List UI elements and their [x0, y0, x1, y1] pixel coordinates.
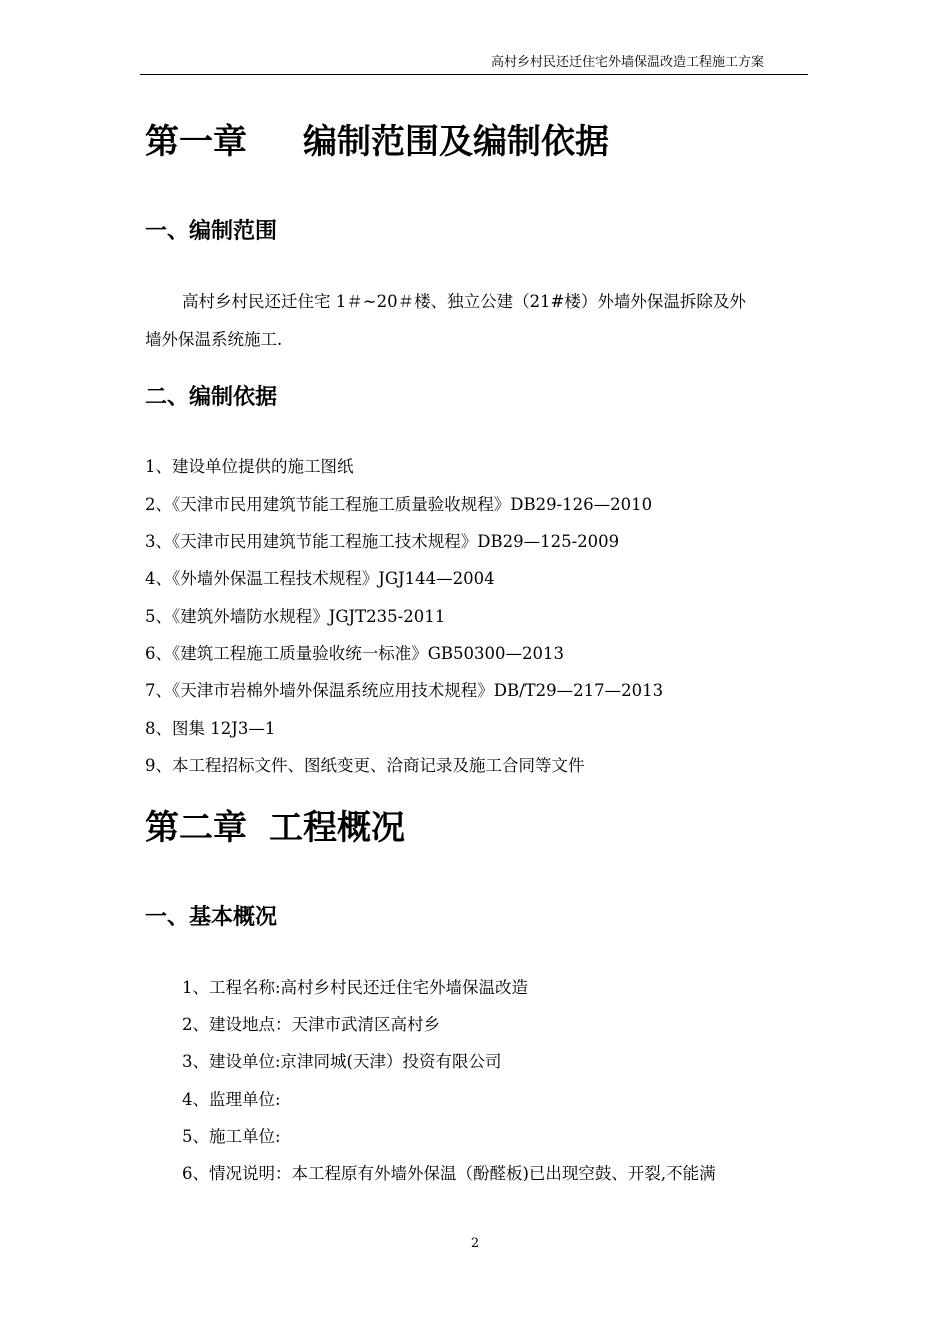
overview-list-item: 1、工程名称:高村乡村民还迁住宅外墙保温改造: [182, 978, 529, 997]
overview-list-item: 2、建设地点：天津市武清区高村乡: [182, 1015, 440, 1034]
chapter-2-title: 工程概况: [269, 808, 405, 848]
running-header: [140, 56, 808, 75]
basis-list-item: 5、《建筑外墙防水规程》JGJT235-2011: [145, 607, 446, 626]
basis-list-item: 1、建设单位提供的施工图纸: [145, 457, 354, 476]
overview-list-item: 6、情况说明：本工程原有外墙外保温（酚醛板)已出现空鼓、开裂,不能满: [182, 1164, 716, 1183]
basis-list-item: 8、图集 12J3—1: [145, 719, 276, 738]
chapter-2-number: 第二章: [145, 808, 247, 848]
chapter-1-number: 第一章: [145, 122, 247, 162]
basis-list-item: 4、《外墙外保温工程技术规程》JGJ144—2004: [145, 569, 495, 588]
basis-list-item: 9、本工程招标文件、图纸变更、洽商记录及施工合同等文件: [145, 756, 585, 775]
section-basis-heading: 二、编制依据: [145, 385, 278, 410]
section-overview-heading: 一、基本概况: [145, 905, 278, 930]
section-scope-heading: 一、编制范围: [145, 219, 278, 244]
basis-list-item: 3、《天津市民用建筑节能工程施工技术规程》DB29—125-2009: [145, 532, 620, 551]
basis-list-item: 6、《建筑工程施工质量验收统一标准》GB50300—2013: [145, 644, 565, 663]
chapter-1-heading: [145, 122, 609, 162]
chapter-1-title: 编制范围及编制依据: [303, 122, 609, 162]
running-header-title: 高村乡村民还迁住宅外墙保温改造工程施工方案: [490, 55, 764, 70]
overview-list-item: 4、监理单位:: [182, 1090, 281, 1109]
overview-list-item: 5、施工单位:: [182, 1127, 281, 1146]
scope-paragraph-line-1: 高村乡村民还迁住宅 1＃~20＃楼、独立公建（21#楼）外墙外保温拆除及外: [182, 292, 746, 311]
basis-list-item: 2、《天津市民用建筑节能工程施工质量验收规程》DB29-126—2010: [145, 495, 653, 514]
basis-list-item: 7、《天津市岩棉外墙外保温系统应用技术规程》DB/T29—217—2013: [145, 681, 664, 700]
overview-list-item: 3、建设单位:京津同城(天津）投资有限公司: [182, 1052, 502, 1071]
chapter-2-heading: [145, 808, 405, 848]
scope-paragraph-line-2: 墙外保温系统施工.: [145, 330, 283, 349]
page-number: 2: [470, 1236, 480, 1251]
